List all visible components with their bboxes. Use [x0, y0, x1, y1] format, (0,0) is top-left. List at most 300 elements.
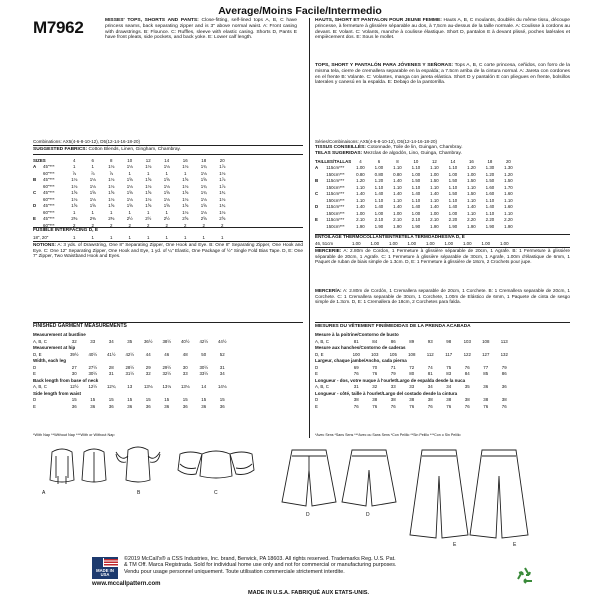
flag-stripes — [104, 559, 118, 567]
measurement-cell: 35 — [464, 384, 470, 389]
yardage-cell: 1.10 — [430, 197, 439, 203]
fabrics-es-text: Mezclas de algodón, Lino, Guinga, Chambray. — [363, 151, 462, 156]
yardage-cell: 1.50 — [467, 178, 476, 184]
yardage-cell: 1⅝ — [163, 190, 170, 196]
measurement-cell: 86 — [390, 338, 396, 344]
size-header: 18 — [487, 158, 493, 164]
view-letter: D — [315, 204, 319, 210]
nap-footnote-multilingual: *Avec Sens *Sans Sens ***Avec ou Sans Sens *Con Pelillo **Sin Pelillo ***Con o Sin Pelillo — [315, 433, 461, 437]
yardage-cell: 2⅝ — [182, 216, 189, 222]
measurement-cell: 38½ — [162, 338, 172, 344]
yardage-cell: ⅞ — [90, 170, 95, 176]
view-label-a: A — [42, 490, 46, 496]
measurement-cell: 15 — [145, 397, 151, 402]
measurement-cell: 12½ — [88, 384, 98, 389]
measurement-cell: 15 — [182, 397, 188, 402]
interfacing-label-metric: ENTOILAGE THERMOCOLLANT/ENTRETELA TERMOADHESIVA D, E — [315, 234, 465, 239]
fabric-width: 45"*** — [43, 177, 55, 183]
copyright-block — [124, 556, 524, 575]
measurement-label: Width, each leg — [33, 358, 66, 363]
interfacing-table-imperial — [33, 234, 232, 241]
view-label-d-back: D — [366, 512, 370, 518]
yardage-cell: 1.40 — [374, 204, 384, 210]
yardage-cell: 2.10 — [411, 217, 421, 223]
style-number: M7962 — [33, 18, 84, 37]
yardage-cell: 1.20 — [485, 171, 495, 177]
mercerie-label: MERCERIE: — [315, 248, 342, 253]
measurement-cell: 27½ — [88, 364, 98, 370]
yardage-cell: 1.60 — [504, 191, 513, 197]
difficulty-title: Average/Moins Facile/Intermedio — [218, 5, 382, 17]
yardage-cell: 1⅝ — [145, 177, 152, 183]
measurement-label: Longueur - côté, taille à l'ourlet/Largo del costado desde la cintura — [315, 390, 458, 396]
intro-english-text: Close-fitting, self-lined tops A, B, C have princess seams, back separating zipper and is 3" above normal waist. A: Front casing with drawstrings. B: Flounce. C: Ruffles, sleeve with elastic casing. Shorts D, Pants E have front pleats, side pockets, and back yoke. E: Lower calf length. — [105, 18, 297, 41]
view-letter: B — [33, 177, 37, 183]
sizes-label: TAILLES/TALLAS — [315, 158, 352, 164]
yardage-cell: 1⅝ — [89, 203, 96, 209]
measurement-cell: 76 — [501, 403, 507, 409]
measurement-cell: 76 — [464, 364, 470, 370]
measurement-view: A, B, C — [33, 384, 47, 389]
size-header: 16 — [468, 158, 474, 164]
yardage-cell: 2 — [202, 222, 205, 228]
interfacing-cell: 1.00 — [407, 240, 417, 246]
fabric-width: 150cm*** — [326, 223, 345, 229]
yardage-cell: 2.20 — [485, 217, 495, 223]
view-c-drawing — [178, 451, 254, 478]
yardage-table-metric — [315, 158, 518, 230]
view-label-e-back: E — [513, 542, 517, 548]
merceria-text: A: 2.80m de Cordón, 1 Cremallera separable de 20cm, 1 Corchete. B: 1 Cremallera separable de 20cm, 1 Corchete. C: 1 Cremallera separable de 30cm, 1 Corchete, 1.00m de Elástico de 6mm, 1 Paquete de cinta de sesgo simple de 1.3cm. D, E: 1 Cremallera de 18cm, 2 Corchetes para falda. — [315, 288, 570, 305]
measurement-cell: 34 — [446, 384, 452, 389]
merceria — [315, 288, 570, 305]
copyright-line-2: & TM Off. Marca Registrada. Sold for individual home use only and not for commercial or manufacturing purposes. — [124, 562, 397, 569]
measurement-cell: 12½ — [69, 384, 79, 389]
yardage-cell: 1.90 — [393, 223, 402, 229]
yardage-cell: 1.00 — [411, 210, 421, 216]
yardage-cell: 1⅛ — [145, 164, 152, 170]
rule — [315, 322, 570, 323]
yardage-cell: 1.10 — [411, 165, 421, 171]
measurement-cell: 38 — [446, 397, 452, 402]
intro-french-lead: HAUTS, SHORT ET PANTALON POUR JEUNE FEMME: — [315, 18, 442, 23]
yardage-cell: 0.80 — [356, 171, 365, 177]
yardage-cell: 2 — [147, 222, 150, 228]
yardage-cell: 1.10 — [393, 165, 402, 171]
yardage-cell: 1⅛ — [182, 196, 189, 202]
view-label-c: C — [214, 490, 218, 496]
measurement-cell: 132 — [500, 351, 508, 357]
yardage-cell: 1.00 — [467, 171, 476, 177]
yardage-cell: 2 — [110, 222, 113, 228]
yardage-cell: 1 — [91, 164, 94, 170]
measurement-cell: 89 — [409, 338, 415, 344]
yardage-cell: 1⅝ — [108, 203, 115, 209]
interfacing-cell: 1 — [73, 234, 76, 240]
measurement-cell: 32 — [145, 371, 151, 376]
measurement-cell: 98 — [446, 338, 452, 344]
yardage-cell: 1.50 — [467, 191, 476, 197]
yardage-cell: 1.20 — [374, 178, 384, 184]
measurement-cell: 122 — [463, 351, 471, 357]
yardage-cell: 1⅞ — [219, 164, 226, 170]
yardage-cell: 1.00 — [448, 210, 458, 216]
view-letter: C — [315, 191, 319, 197]
measurement-cell: 108 — [482, 338, 490, 344]
interfacing-cell: 1.00 — [351, 240, 361, 246]
measurement-cell: 33 — [90, 338, 96, 344]
table-row — [315, 223, 518, 230]
yardage-cell: 0.80 — [393, 171, 402, 177]
yardage-cell: 1⅝ — [200, 203, 207, 209]
measurement-cell: 36 — [483, 384, 489, 389]
yardage-cell: 2 — [73, 222, 76, 228]
view-letter — [315, 223, 326, 230]
measurement-cell: 108 — [408, 351, 416, 357]
yardage-cell: 1.90 — [448, 223, 458, 229]
view-letter: E — [33, 216, 36, 222]
measurement-cell: 32 — [71, 338, 77, 344]
fabric-width: 60"*** — [43, 170, 55, 176]
size-header: 20 — [219, 157, 225, 163]
measurement-cell: 30 — [71, 371, 77, 376]
measurement-view: E — [315, 403, 318, 409]
measurement-cell: 127 — [482, 351, 490, 357]
yardage-cell: 1⅛ — [126, 183, 133, 189]
measurement-label: Measurement at bustline — [33, 332, 86, 337]
yardage-cell: 2½ — [126, 216, 133, 222]
yardage-cell: 1 — [128, 209, 131, 215]
yardage-cell: 1.10 — [467, 210, 476, 216]
view-letter: B — [315, 178, 319, 184]
yardage-cell: 1.10 — [485, 210, 495, 216]
yardage-cell: 1.10 — [448, 165, 458, 171]
size-header: 12 — [431, 158, 437, 164]
size-header: 16 — [182, 157, 188, 163]
made-in-usa-text: MADE IN U.S.A. FABRIQUÉ AUX ETATS-UNIS. — [248, 590, 370, 596]
yardage-cell: 1.10 — [504, 197, 513, 203]
measurement-cell: 112 — [426, 351, 434, 357]
measurement-cell: 31 — [353, 384, 359, 389]
measurement-cell: 38 — [353, 397, 359, 402]
yardage-cell: 2½ — [163, 216, 170, 222]
interfacing-label: FUSIBLE INTERFACING D, E — [33, 228, 99, 233]
intro-spanish-text: Tops A, B, C corte princesa, ceñidos, con forro de la misma tela, cierre de cremallera separable en la espalda; a 7.5cm arriba de la cintura normal. A: Jareta con cordones en el frente B: Volante. C: Volantes, manga con jareta elástica. Short D y pantalón E con pliegues en frente, bolsillos laterales y canesú en la espalda. E: Debajo de la pantorrilla. — [315, 63, 570, 86]
measurement-cell: 34 — [108, 338, 114, 344]
yardage-cell: 1 — [165, 170, 168, 176]
measurement-cell: 28½ — [125, 364, 135, 370]
yardage-cell: 1⅛ — [163, 164, 170, 170]
view-letter: C — [33, 190, 37, 196]
yardage-cell: 1 — [147, 209, 150, 215]
measurement-cell: 33½ — [199, 371, 209, 376]
notions-text: A: 3 yds. of Drawstring, One 8" Separating Zipper, One Hook and Eye. B: One 8" Separating Zipper, One Hook and Eye. C: One 12" Separating Zipper, One Hook and Eye, 1 yd. of ¼" Elastic, One Package of ½" Single Fold Bias Tape. D, E: One 7" Zipper, Two Waistband Hook and Eyes. — [33, 242, 303, 259]
measurement-row — [33, 339, 232, 344]
yardage-cell: 1⅛ — [108, 183, 115, 189]
yardage-cell: 1⅛ — [182, 209, 189, 215]
measurement-cell: 76 — [372, 371, 378, 376]
yardage-cell: 1.40 — [448, 204, 458, 210]
yardage-cell: 1.40 — [485, 204, 495, 210]
yardage-cell: 1⅝ — [126, 190, 133, 196]
measurement-cell: 15 — [219, 397, 225, 402]
view-d-back-drawing — [342, 450, 396, 506]
yardage-cell: 1.40 — [430, 191, 439, 197]
measurement-row — [315, 371, 514, 376]
yardage-cell: 1⅛ — [89, 177, 96, 183]
yardage-cell: 2.10 — [430, 217, 439, 223]
measurement-cell: 13 — [127, 384, 133, 389]
fabric-width: 45"*** — [43, 190, 55, 196]
yardage-cell: 1 — [91, 209, 94, 215]
fabric-width: 45"*** — [43, 164, 55, 170]
yardage-cell: 1.20 — [467, 165, 476, 171]
measurement-cell: 76 — [464, 403, 470, 409]
measurement-row — [315, 365, 514, 370]
yardage-cell: 2 — [128, 222, 131, 228]
yardage-cell: 1⅛ — [71, 177, 78, 183]
yardage-cell: 2⅝ — [219, 216, 226, 222]
view-a-drawing — [50, 449, 74, 484]
finished-measurements-title: FINISHED GARMENT MEASUREMENTS — [33, 323, 127, 329]
intro-spanish-lead: TOPS, SHORT Y PANTALÓN PARA JÓVENES Y SEÑORAS: — [315, 63, 454, 68]
yardage-cell: 2.10 — [374, 217, 384, 223]
measurement-cell: 77 — [483, 364, 489, 370]
measurement-cell: 103 — [463, 338, 471, 344]
yardage-cell: 1.40 — [411, 191, 421, 197]
measurement-cell: 32 — [372, 384, 378, 389]
yardage-cell: 2.20 — [467, 217, 476, 223]
measurement-cell: 36 — [182, 403, 188, 409]
yardage-cell: 1.40 — [374, 191, 384, 197]
interfacing-cell: 1 — [128, 234, 131, 240]
measurement-cell: 75 — [446, 364, 452, 370]
yardage-cell: 1.70 — [504, 184, 513, 190]
yardage-cell: 1 — [110, 209, 113, 215]
website-link[interactable]: www.mccallpattern.com — [92, 581, 161, 587]
measurement-row — [315, 404, 514, 409]
measurement-cell: 41½ — [106, 351, 116, 357]
measurement-label: Longueur - dos, votre nuque à l'ourlet/Largo de espalda desde la nuca — [315, 377, 466, 383]
yardage-cell: 1.10 — [356, 197, 365, 203]
yardage-cell: 1.90 — [430, 223, 439, 229]
yardage-cell: 1.40 — [411, 204, 421, 210]
yardage-cell: 1⅞ — [219, 183, 226, 189]
interfacing-cell: 1 — [110, 234, 113, 240]
yardage-cell: 1.40 — [393, 178, 402, 184]
yardage-cell: 2.10 — [356, 217, 365, 223]
yardage-cell: 1.10 — [430, 184, 439, 190]
measurement-view: A, B, C — [315, 384, 329, 389]
yardage-cell: 1.30 — [504, 165, 513, 171]
interfacing-cell: 1.00 — [425, 240, 435, 246]
yardage-cell: 1⅝ — [163, 203, 170, 209]
measurement-cell: 28 — [108, 364, 114, 370]
size-header: 14 — [164, 157, 170, 163]
yardage-cell: 1.40 — [356, 191, 365, 197]
yardage-cell: 1.40 — [356, 204, 365, 210]
measurement-cell: 14⅛ — [217, 384, 227, 389]
measurement-cell: 38 — [501, 397, 507, 402]
measurement-cell: 15 — [71, 397, 77, 402]
yardage-cell: 2⅝ — [200, 216, 207, 222]
fabric-width: 45"*** — [43, 216, 55, 222]
yardage-cell: 2.20 — [504, 217, 513, 223]
yardage-cell: 1 — [73, 209, 76, 215]
measurement-cell: 32½ — [162, 371, 172, 376]
copyright-line-3: Vendu pour usage personnel uniquement. Toute utilisation commerciale strictement interdite. — [124, 568, 345, 575]
measurement-view: D — [33, 397, 37, 402]
measurement-cell: 42½ — [125, 351, 135, 357]
yardage-cell: 1⅛ — [126, 164, 133, 170]
view-label-b: B — [137, 490, 141, 496]
yardage-cell: 1 — [184, 170, 187, 176]
view-letter: D — [33, 203, 37, 209]
measurement-cell: 36 — [145, 403, 151, 409]
measurement-row — [315, 352, 514, 357]
measurement-row — [315, 384, 514, 389]
measurement-cell: 81 — [353, 338, 359, 344]
view-label-e-front: E — [453, 542, 457, 548]
measurement-row — [33, 404, 232, 409]
measurement-cell: 74 — [427, 364, 433, 370]
yardage-cell: 1⅝ — [163, 177, 170, 183]
yardage-cell: 1.20 — [356, 178, 365, 184]
measurement-cell: 38 — [390, 397, 396, 402]
fabric-width: 150cm*** — [326, 197, 345, 203]
measurement-cell: 76 — [483, 403, 489, 409]
flag-canton — [93, 558, 104, 567]
yardage-cell: 1.90 — [374, 223, 384, 229]
combinations-right: Séries/Combinaisons: AX5(4-6-8-10-12), D5(12-14-16-18-20) — [315, 139, 438, 144]
size-header-row — [315, 158, 518, 165]
interfacing-cell: 1 — [91, 234, 94, 240]
measurement-cell: 36 — [127, 403, 133, 409]
measurement-view: D — [33, 364, 37, 370]
yardage-cell: 1¾ — [219, 203, 226, 209]
measurement-view: A, B, C — [33, 338, 47, 344]
interfacing-cell: 1.00 — [499, 240, 509, 246]
made-in-usa-badge — [92, 557, 118, 579]
yardage-cell: 1⅝ — [182, 203, 189, 209]
yardage-cell: 1.60 — [485, 191, 495, 197]
measurement-cell: 31 — [108, 371, 114, 376]
yardage-cell: 1.40 — [430, 204, 439, 210]
yardage-cell: 1.10 — [374, 197, 384, 203]
yardage-cell: 1⅛ — [145, 183, 152, 189]
fabric-width: 45"*** — [43, 203, 55, 209]
yardage-cell: 1.50 — [411, 178, 421, 184]
yardage-cell: 1.10 — [393, 197, 402, 203]
measurement-cell: 34 — [219, 371, 225, 376]
measurement-cell: 38 — [372, 397, 378, 402]
yardage-cell: 1.00 — [374, 165, 384, 171]
size-header: 4 — [73, 157, 76, 163]
view-a-back-drawing — [82, 449, 106, 482]
yardage-cell: 1.10 — [448, 184, 458, 190]
intro-french — [315, 18, 570, 41]
measurement-cell: 36½ — [143, 338, 153, 344]
measurement-cell: 81 — [427, 371, 433, 376]
yardage-cell: 1.60 — [504, 204, 513, 210]
measurement-cell: 113 — [500, 338, 508, 344]
yardage-cell: 1.30 — [485, 165, 495, 171]
measurement-cell: 30½ — [88, 371, 98, 376]
measurement-cell: 80 — [409, 371, 415, 376]
rule — [33, 154, 303, 155]
yardage-cell: 1⅛ — [182, 183, 189, 189]
fabric-width: 115cm*** — [326, 217, 345, 223]
yardage-cell: 1⅛ — [182, 164, 189, 170]
measurement-view: D, E — [33, 351, 42, 357]
measurement-cell: 30½ — [199, 364, 209, 370]
view-d-front-drawing — [282, 450, 336, 506]
yardage-cell: 1.10 — [467, 197, 476, 203]
fabrics-text: Cotton Blends, Linen, Gingham, Chambray. — [88, 147, 181, 152]
yardage-cell: 1⅝ — [71, 203, 78, 209]
measurement-cell: 15 — [108, 397, 114, 402]
measurement-cell: 36 — [90, 403, 96, 409]
measurement-cell: 38 — [427, 397, 433, 402]
measurement-view: D — [315, 397, 319, 402]
size-header: 6 — [377, 158, 381, 164]
yardage-cell: 1.10 — [430, 165, 439, 171]
interfacing-cell: 1 — [202, 234, 205, 240]
yardage-cell: 1.10 — [467, 184, 476, 190]
size-header: 12 — [145, 157, 151, 163]
yardage-cell: 1.10 — [374, 184, 384, 190]
yardage-cell: 2⅜ — [89, 216, 96, 222]
measurement-cell: 15 — [90, 397, 96, 402]
view-b-drawing — [116, 447, 160, 482]
measurement-row — [33, 365, 232, 370]
interfacing-table-metric — [315, 240, 514, 247]
yardage-cell: 1⅛ — [200, 196, 207, 202]
measurement-cell: 27 — [71, 364, 77, 370]
measurement-label: Mesure à la poitrine/Contorno de busto — [315, 332, 399, 337]
yardage-cell: 2.10 — [393, 217, 402, 223]
measurement-cell: 105 — [389, 351, 397, 357]
view-e-back-drawing — [470, 450, 528, 538]
measurement-cell: 76 — [353, 371, 359, 376]
view-letter: A — [33, 164, 37, 170]
yardage-cell: 1.00 — [356, 210, 365, 216]
measurement-view: A, B, C — [315, 338, 329, 344]
yardage-cell: 1.40 — [467, 204, 476, 210]
yardage-cell: ⅞ — [72, 170, 77, 176]
yardage-cell: 1.50 — [448, 191, 458, 197]
yardage-cell: 1.90 — [356, 223, 365, 229]
yardage-cell: 1.20 — [504, 171, 513, 177]
yardage-cell: 1⅛ — [200, 209, 207, 215]
yardage-cell: 1 — [73, 164, 76, 170]
notions-label: NOTIONS: — [33, 242, 56, 247]
fabric-width: 150cm*** — [326, 210, 345, 216]
yardage-cell: 1.40 — [393, 204, 402, 210]
fabric-width: 150cm*** — [326, 184, 345, 190]
intro-french-text: Hauts A, B, C moulants, doublés du même tissu, découpe princesse, à fermeture à glissière séparable au dos, à 7,5cm au-dessus de la taille normale. A: Coulisse à cordons au devant. B: Volant. C: Volants, manche à coulisse élastique. Short D, pantalon E à devant plissé, poches latérales et empiècement dos. E: Sous le mollet. — [315, 18, 570, 41]
yardage-cell: 1.90 — [485, 223, 495, 229]
interfacing-row — [315, 240, 514, 247]
yardage-cell: 1⅝ — [182, 177, 189, 183]
measurement-cell: 36 — [71, 403, 77, 409]
measurement-cell: 76 — [390, 403, 396, 409]
measurement-cell: 76 — [372, 403, 378, 409]
interfacing-cell: 1 — [165, 234, 168, 240]
measurement-cell: 79 — [390, 371, 396, 376]
measurement-cell: 36 — [164, 403, 170, 409]
combinations-left: Combinations: AX5(4-6-8-10-12), D5(12-14-16-18-20) — [33, 139, 141, 144]
